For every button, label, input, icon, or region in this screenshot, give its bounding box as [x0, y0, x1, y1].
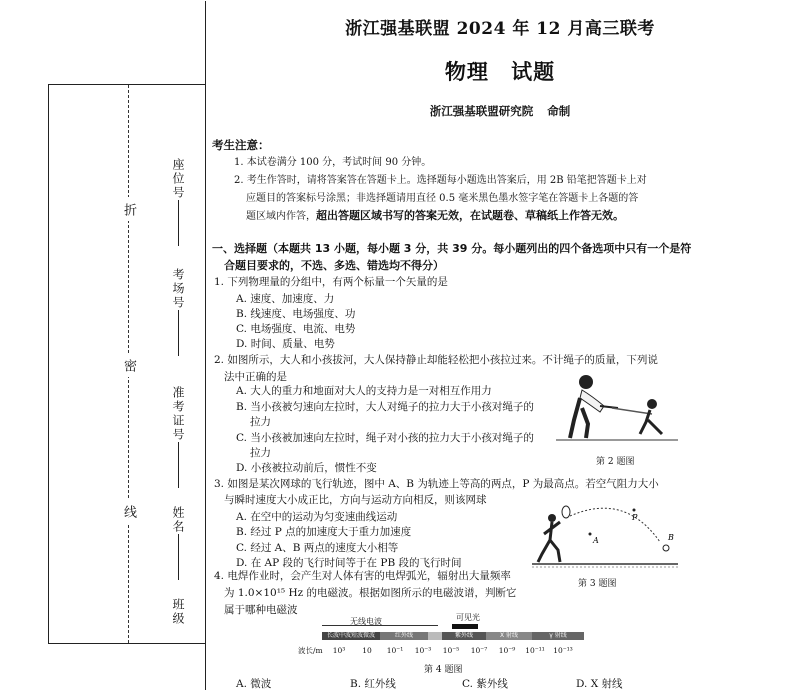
- spectrum-tick: 10⁻¹: [386, 646, 404, 655]
- band-xray: X 射线: [486, 632, 532, 640]
- visible-light-marker: [452, 624, 478, 629]
- cut-mark-line: 线: [116, 499, 140, 523]
- notice-title: 考生注意：: [212, 138, 270, 152]
- band-infrared: 红外线: [380, 632, 428, 640]
- exam-title: 浙江强基联盟 2024 年 12 月高三联考: [345, 19, 655, 39]
- label-visible-light: 可见光: [456, 613, 480, 622]
- point-p: P: [632, 513, 638, 522]
- band-visible: [428, 632, 442, 640]
- child-head: [647, 399, 657, 409]
- q1-stem: 1. 下列物理量的分组中，有两个标量一个矢量的是: [214, 276, 448, 288]
- q1-option-a: A. 速度、加速度、力: [236, 293, 335, 305]
- q3-option-a: A. 在空中的运动为匀变速曲线运动: [236, 511, 398, 523]
- q4-option-c: C. 紫外线: [462, 678, 508, 690]
- field-name[interactable]: 姓名: [170, 506, 187, 584]
- point-b: B: [668, 533, 674, 542]
- notice-item-1: 1. 本试卷满分 100 分，考试时间 90 分钟。: [234, 157, 432, 168]
- q2-stem-cont: 法中正确的是: [224, 371, 287, 383]
- cut-mark-fold: 折: [116, 197, 140, 221]
- radio-bracket: [322, 625, 438, 626]
- q2-option-d: D. 小孩被拉动前后，惯性不变: [236, 462, 377, 474]
- q2-caption: 第 2 题图: [596, 457, 635, 467]
- rope: [612, 408, 652, 414]
- exam-subject: 物理 试题: [444, 59, 556, 84]
- band-ultraviolet: 紫外线: [442, 632, 486, 640]
- spectrum-tick: 10: [362, 646, 372, 655]
- q2-option-c-cont: 拉力: [250, 447, 271, 459]
- cut-mark-seal: 密: [116, 353, 140, 377]
- point-a: A: [593, 536, 599, 545]
- spectrum-tick: 10⁻³: [414, 646, 432, 655]
- spectrum-axis-title: 波长/m: [298, 646, 323, 655]
- spectrum-axis: [298, 645, 577, 656]
- section1-header-cont: 合题目要求的，不选、多选、错选均不得分）: [224, 259, 444, 272]
- label-radio-waves: 无线电波: [350, 617, 382, 626]
- notice-emphasis: 超出答题区域书写的答案无效，在试题卷、草稿纸上作答无效。: [316, 209, 624, 222]
- adult-head: [579, 375, 593, 389]
- spectrum-tick: 10³: [332, 646, 346, 655]
- q1-option-b: B. 线速度、电场强度、功: [236, 308, 356, 320]
- notice-item-2-end: 题区域内作答，超出答题区域书写的答案无效，在试题卷、草稿纸上作答无效。: [246, 209, 624, 222]
- tennis-trajectory-figure: [530, 498, 680, 570]
- ball: [663, 545, 669, 551]
- q2-option-b: B. 当小孩被匀速向左拉时，大人对绳子的拉力大于小孩对绳子的: [236, 401, 534, 413]
- exam-author: 浙江强基联盟研究院 命制: [429, 104, 571, 118]
- trajectory: [570, 508, 660, 542]
- band-gamma: γ 射线: [532, 632, 584, 640]
- q2-option-c: C. 当小孩被加速向左拉时，绳子对小孩的拉力大于小孩对绳子的: [236, 432, 534, 444]
- spectrum-ticks: [325, 646, 577, 655]
- q1-option-d: D. 时间、质量、电势: [236, 338, 335, 350]
- q4-caption: 第 4 题图: [424, 665, 463, 675]
- player-body: [538, 522, 560, 562]
- notice-item-2-cont: 应题目的答案标号涂黑；非选择题请用直径 0.5 毫米黑色墨水签字笔在答题卡上各题的答: [246, 193, 639, 204]
- field-seat-number[interactable]: 座位号: [170, 158, 187, 250]
- band-radio: 长波中波短波微波: [322, 632, 380, 640]
- q3-option-c: C. 经过 A、B 两点的速度大小相等: [236, 542, 399, 554]
- q4-stem-cont: 为 1.0×10¹⁵ Hz 的电磁波。根据如图所示的电磁波谱，判断它: [224, 587, 517, 599]
- q3-caption: 第 3 题图: [578, 579, 617, 589]
- q4-option-d: D. X 射线: [576, 678, 623, 690]
- spectrum-tick: 10⁻¹¹: [525, 646, 545, 655]
- tug-of-war-figure: [552, 368, 682, 448]
- q3-option-d: D. 在 AP 段的飞行时间等于在 PB 段的飞行时间: [236, 557, 462, 569]
- spectrum-tick: 10⁻⁹: [498, 646, 516, 655]
- field-admission-number[interactable]: 准考证号: [170, 386, 187, 492]
- q3-stem: 3. 如图是某次网球的飞行轨迹，图中 A、B 为轨迹上等高的两点，P 为最高点。若空气阻力大小: [214, 478, 659, 490]
- field-class[interactable]: 班级: [171, 598, 185, 626]
- adult-legs: [570, 398, 588, 438]
- racket: [562, 506, 570, 518]
- q2-option-a: A. 大人的重力和地面对大人的支持力是一对相互作用力: [236, 385, 492, 397]
- em-spectrum-bar: [322, 632, 584, 640]
- section1-header: 一、选择题（本题共 13 小题，每小题 3 分，共 39 分。每小题列出的四个备选项中只有一个是符: [212, 242, 692, 255]
- notice-item-2: 2. 考生作答时，请将答案答在答题卡上。选择题每小题选出答案后，用 2B 铅笔把答题卡上对: [234, 175, 647, 186]
- field-room-number[interactable]: 考场号: [170, 268, 187, 360]
- q1-option-c: C. 电场强度、电流、电势: [236, 323, 356, 335]
- q4-stem-end: 属于哪种电磁波: [224, 604, 298, 616]
- spectrum-tick: 10⁻¹³: [553, 646, 573, 655]
- spectrum-tick: 10⁻⁵: [442, 646, 460, 655]
- q3-option-b: B. 经过 P 点的加速度大于重力加速度: [236, 526, 412, 538]
- q2-stem: 2. 如图所示，大人和小孩拔河，大人保持静止却能轻松把小孩拉过来。不计绳子的质量，下列说: [214, 354, 658, 366]
- margin-outer-line: [48, 85, 49, 643]
- q4-stem: 4. 电焊作业时，会产生对人体有害的电焊弧光，辐射出大量频率: [214, 570, 511, 582]
- player-head: [548, 514, 556, 522]
- q4-option-a: A. 微波: [236, 678, 272, 690]
- q4-option-b: B. 红外线: [350, 678, 396, 690]
- margin-divider-line: [205, 1, 206, 690]
- spectrum-tick: 10⁻⁷: [470, 646, 488, 655]
- q3-stem-cont: 与瞬时速度大小成正比，方向与运动方向相反，则该网球: [224, 494, 487, 506]
- q2-option-b-cont: 拉力: [250, 416, 271, 428]
